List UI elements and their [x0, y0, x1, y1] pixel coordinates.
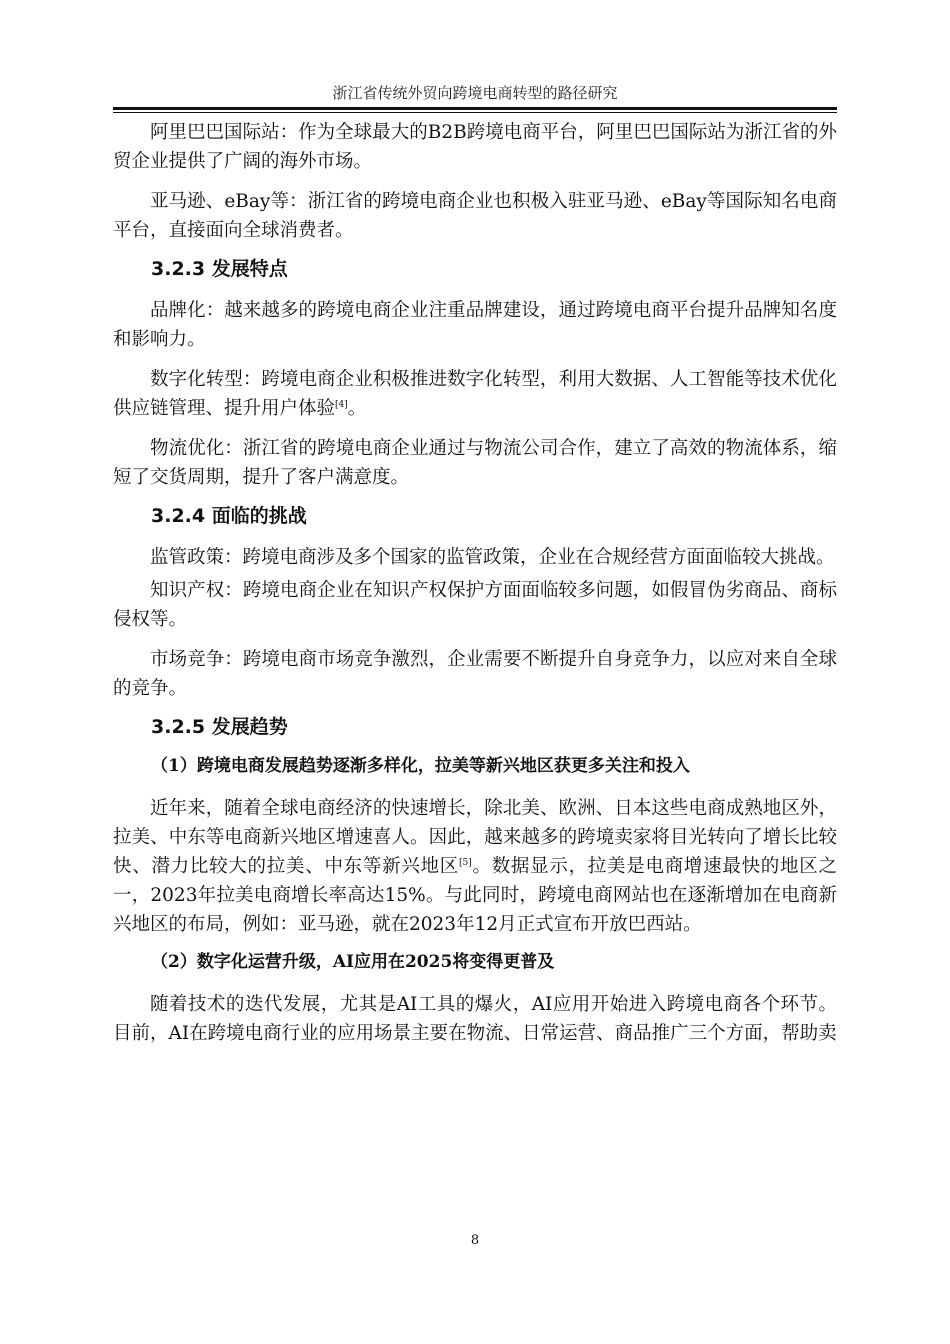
subheading-trend-2: （2）数字化运营升级，AI应用在2025将变得更普及: [151, 952, 555, 972]
paragraph-logistics: 物流优化：浙江省的跨境电商企业通过与物流公司合作，建立了高效的物流体系，缩短了交货周期，提升了客户满意度。: [113, 438, 837, 488]
page-content: [113, 118, 837, 1059]
paragraph-alibaba: 阿里巴巴国际站：作为全球最大的B2B跨境电商平台，阿里巴巴国际站为浙江省的外贸企业提供了广阔的海外市场。: [113, 122, 837, 172]
paragraph-competition: 市场竞争：跨境电商市场竞争激烈，企业需要不断提升自身竞争力，以应对来自全球的竞争。: [113, 649, 837, 699]
digital-text-end: 。: [347, 398, 367, 419]
paragraph-branding: 品牌化：越来越多的跨境电商企业注重品牌建设，通过跨境电商平台提升品牌知名度和影响力。: [113, 300, 837, 350]
section-heading-3-2-5: 3.2.5 发展趋势: [151, 716, 288, 738]
citation-5: [5]: [459, 857, 472, 868]
trend-1-text-b: 。数据显示，拉美是电商增速最快的地区之一，2023年拉美电商增长率高达15%。与此同时，跨境电商网站也在逐渐增加在电商新兴地区的布局，例如：亚马逊，就在2023年12月正式宣布开放巴西站。: [113, 856, 837, 935]
citation-4: [4]: [335, 399, 348, 410]
header-rule-thin: [113, 112, 837, 113]
trend-1-text-a: 近年来，随着全球电商经济的快速增长，除北美、欧洲、日本这些电商成熟地区外，拉美、中东等电商新兴地区增速喜人。因此，越来越多的跨境卖家将目光转向了增长比较快、潜力比较大的拉美、中东等新兴地区: [113, 798, 837, 877]
paragraph-trend-2: 随着技术的迭代发展，尤其是AI工具的爆火，AI应用开始进入跨境电商各个环节。目前，AI在跨境电商行业的应用场景主要在物流、日常运营、商品推广三个方面，帮助卖: [113, 994, 837, 1044]
section-heading-3-2-4: 3.2.4 面临的挑战: [151, 505, 307, 527]
page-number: 8: [470, 1233, 480, 1248]
paragraph-amazon-ebay: 亚马逊、eBay等：浙江省的跨境电商企业也积极入驻亚马逊、eBay等国际知名电商平台，直接面向全球消费者。: [113, 191, 837, 241]
section-heading-3-2-3: 3.2.3 发展特点: [151, 258, 288, 280]
running-header-title: 浙江省传统外贸向跨境电商转型的路径研究: [332, 84, 618, 102]
paragraph-intellectual-property: 知识产权：跨境电商企业在知识产权保护方面面临较多问题，如假冒伪劣商品、商标侵权等。: [113, 580, 837, 630]
header-rule-thick: [113, 107, 837, 110]
digital-text: 数字化转型：跨境电商企业积极推进数字化转型，利用大数据、人工智能等技术优化供应链管理、提升用户体验: [113, 369, 837, 419]
paragraph-regulation: 监管政策：跨境电商涉及多个国家的监管政策，企业在合规经营方面面临较大挑战。: [150, 547, 835, 568]
subheading-trend-1: （1）跨境电商发展趋势逐渐多样化，拉美等新兴地区获更多关注和投入: [151, 756, 690, 776]
paragraph-digital-transformation: [113, 365, 837, 423]
paragraph-trend-1: [113, 794, 837, 939]
